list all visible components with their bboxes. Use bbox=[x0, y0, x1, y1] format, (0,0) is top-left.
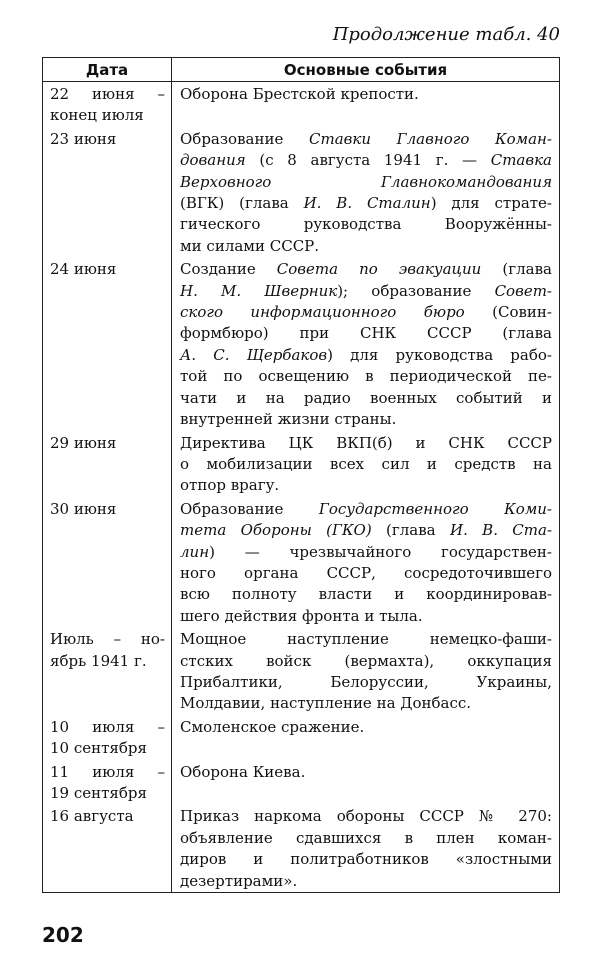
table-row bbox=[43, 715, 560, 760]
date-line: 23 июня bbox=[50, 129, 117, 148]
date-cell bbox=[43, 804, 172, 892]
event-line: тета Обороны (ГКО) (глава И. В. Ста- bbox=[180, 521, 553, 540]
event-line: Создание Совета по эвакуации (глава bbox=[180, 260, 552, 279]
event-line: Мощное наступление немецко-фаши- bbox=[180, 630, 552, 649]
event-line: гического руководства Вооружённы- bbox=[180, 215, 552, 234]
event-line: ми силами СССР. bbox=[180, 236, 320, 255]
date-line: 11 июля – bbox=[50, 762, 165, 781]
column-header-events: Основные события bbox=[172, 58, 560, 82]
table-row bbox=[43, 760, 560, 805]
event-cell bbox=[172, 627, 560, 715]
date-cell bbox=[43, 127, 172, 257]
date-line: 22 июня – bbox=[50, 85, 165, 103]
event-line: объявление сдавшихся в плен коман- bbox=[180, 828, 552, 847]
date-cell bbox=[43, 431, 172, 497]
event-line: той по освещению в периодической пе- bbox=[180, 367, 552, 386]
date-line: Июль – но- bbox=[50, 630, 165, 649]
date-cell bbox=[43, 257, 172, 430]
event-line: дования (с 8 августа 1941 г. — Ставка bbox=[180, 151, 552, 170]
date-line: конец июля bbox=[50, 106, 144, 125]
event-cell bbox=[172, 431, 560, 497]
event-line: Оборона Брестской крепости. bbox=[180, 85, 419, 103]
event-line: диров и политработников «злостными bbox=[180, 850, 552, 869]
event-line: А. С. Щербаков) для руководства рабо- bbox=[180, 345, 552, 364]
event-cell bbox=[172, 257, 560, 430]
table-row bbox=[43, 82, 560, 127]
event-line: Приказ наркома обороны СССР № 270: bbox=[180, 807, 552, 826]
event-line: Оборона Киева. bbox=[180, 762, 306, 781]
event-line: (ВГК) (глава И. В. Сталин) для страте- bbox=[180, 194, 553, 213]
event-line: отпор врагу. bbox=[180, 476, 280, 495]
date-line: 30 июня bbox=[50, 499, 117, 518]
event-cell bbox=[172, 760, 560, 805]
event-line: чати и на радио военных событий и bbox=[180, 388, 552, 407]
event-line: Образование Ставки Главного Коман- bbox=[180, 129, 552, 148]
column-header-date: Дата bbox=[43, 58, 172, 82]
table-continuation-caption: Продолжение табл. 40 bbox=[332, 24, 560, 45]
event-cell bbox=[172, 804, 560, 892]
event-line: дезертирами». bbox=[180, 871, 298, 890]
date-line: 19 сентября bbox=[50, 784, 147, 802]
date-cell bbox=[43, 627, 172, 715]
date-line: 29 июня bbox=[50, 433, 117, 452]
date-cell bbox=[43, 497, 172, 627]
event-cell bbox=[172, 715, 560, 760]
page-number: 202 bbox=[42, 923, 84, 947]
event-line: Образование Государственного Коми- bbox=[180, 499, 552, 518]
date-line: 16 августа bbox=[50, 807, 134, 826]
date-line: 10 июля – bbox=[50, 717, 165, 736]
date-line: 10 сентября bbox=[50, 739, 147, 758]
table-row bbox=[43, 627, 560, 715]
date-cell bbox=[43, 82, 172, 127]
event-line: Молдавии, наступление на Донбасс. bbox=[180, 694, 472, 713]
event-line: лин) — чрезвычайного государствен- bbox=[180, 542, 552, 561]
table-row bbox=[43, 257, 560, 430]
event-line: Директива ЦК ВКП(б) и СНК СССР bbox=[180, 433, 552, 452]
date-line: 24 июня bbox=[50, 260, 117, 279]
event-line: внутренней жизни страны. bbox=[180, 410, 397, 429]
date-cell bbox=[43, 760, 172, 805]
event-line: о мобилизации всех сил и средств на bbox=[180, 454, 552, 473]
event-line: всю полноту власти и координировав- bbox=[180, 585, 552, 604]
event-line: шего действия фронта и тыла. bbox=[180, 606, 423, 625]
event-cell bbox=[172, 127, 560, 257]
event-line: ного органа СССР, сосредоточившего bbox=[180, 563, 552, 582]
event-line: Прибалтики, Белоруссии, Украины, bbox=[180, 672, 552, 691]
event-line: формбюро) при СНК СССР (глава bbox=[180, 324, 552, 343]
event-line: ского информационного бюро (Совин- bbox=[180, 303, 552, 322]
date-cell bbox=[43, 715, 172, 760]
table-row bbox=[43, 431, 560, 497]
table-row bbox=[43, 497, 560, 627]
table-body bbox=[43, 82, 560, 893]
table-row bbox=[43, 127, 560, 257]
events-table bbox=[42, 57, 560, 893]
event-line: Смоленское сражение. bbox=[180, 717, 365, 736]
event-cell bbox=[172, 497, 560, 627]
event-line: Н. М. Шверник); образование Совет- bbox=[180, 281, 552, 300]
date-line: ябрь 1941 г. bbox=[50, 651, 147, 670]
event-cell bbox=[172, 82, 560, 127]
table-row bbox=[43, 804, 560, 892]
event-line: стских войск (вермахта), оккупация bbox=[180, 651, 552, 670]
event-line: Верховного Главнокомандования bbox=[180, 172, 552, 191]
table-header-row bbox=[43, 58, 560, 82]
